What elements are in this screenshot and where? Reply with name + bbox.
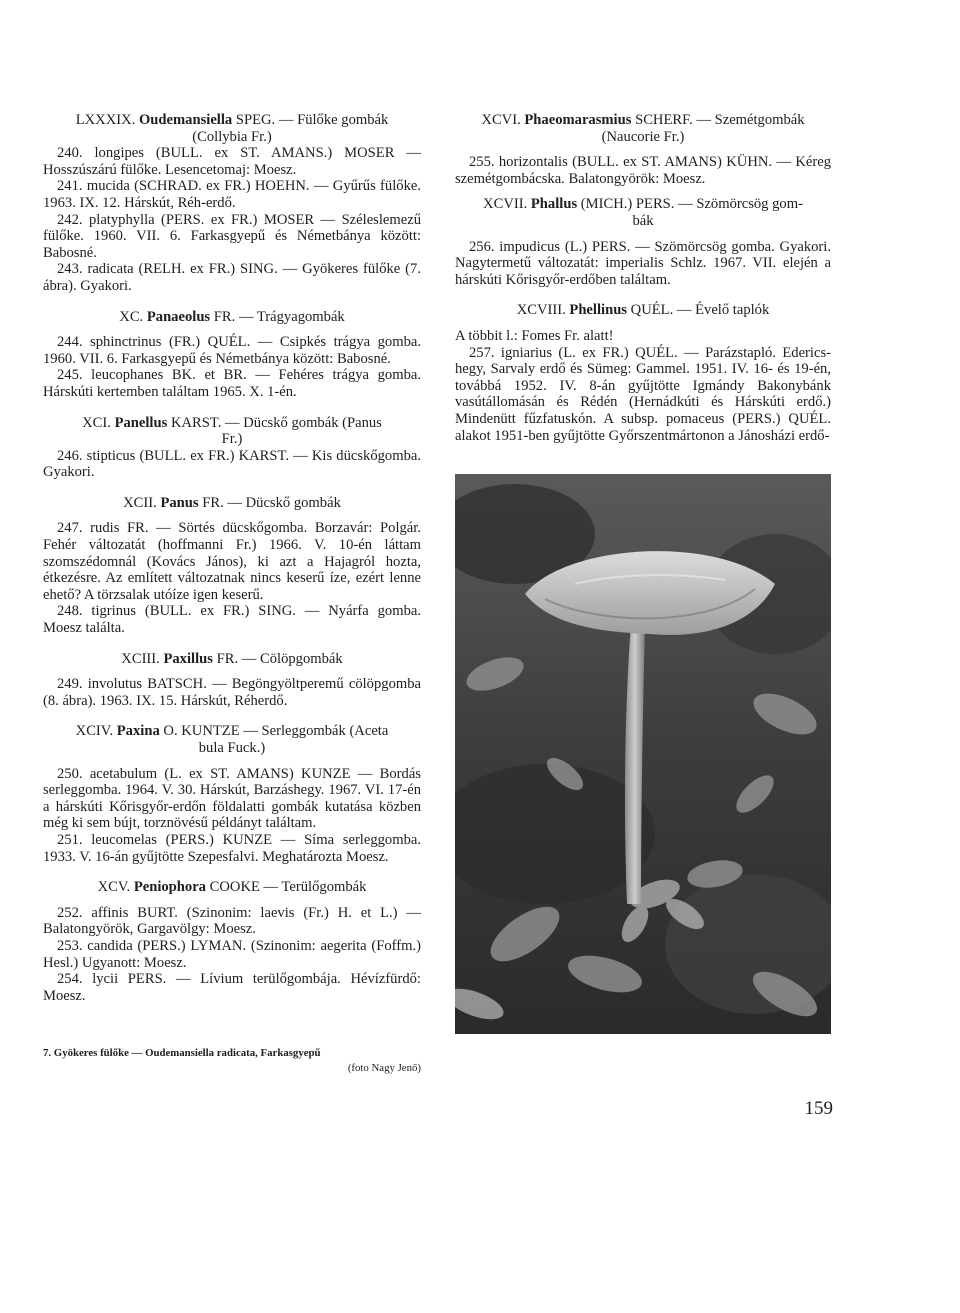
authority: (MICH.) PERS. — Szömörcsög gom- bbox=[580, 196, 803, 213]
left-column bbox=[43, 112, 421, 1004]
mushroom-photograph bbox=[455, 474, 831, 1034]
section-heading-92 bbox=[43, 495, 421, 512]
entry-244: 244. sphinctrinus (FR.) QUÉL. — Csipkés trágya gomba. 1960. VII. 6. Farkasgyepű és Németbánya között: Babosné. bbox=[43, 334, 421, 367]
genus: Phellinus bbox=[569, 302, 627, 319]
section-heading-98 bbox=[455, 302, 831, 319]
roman: XCII. bbox=[123, 494, 157, 511]
section-heading-93 bbox=[43, 651, 421, 668]
entry-249: 249. involutus BATSCH. — Begöngyöltperemű cölöpgomba (8. ábra). 1963. IX. 15. Hárskút, Réherdő. bbox=[43, 676, 421, 709]
roman: XC. bbox=[119, 308, 144, 325]
roman: XCI. bbox=[82, 414, 111, 431]
genus: Panellus bbox=[114, 414, 168, 431]
entry-252: 252. affinis BURT. (Szinonim: laevis (Fr.) H. et L.) — Balatongyörök, Gargavölgy: Moesz. bbox=[43, 904, 421, 938]
entry-241: 241. mucida (SCHRAD. ex FR.) HOEHN. — Gyűrűs fülőke. 1963. IX. 12. Hárskút, Réh-erdő. bbox=[43, 178, 421, 211]
roman: XCVII. bbox=[483, 196, 528, 213]
entry-240: 240. longipes (BULL. ex ST. AMANS.) MOSER — Hosszúszárú fülőke. Lesencetomaj: Moesz. bbox=[43, 145, 421, 178]
entry-250: 250. acetabulum (L. ex ST. AMANS) KUNZE — Bordás serleggomba. 1964. V. 30. Hárskút, Barzáshegy. 1967. VI. 17-én a hárskúti Kőrisgyőr-erdőn földalatti gombák kutatása közben még ki sem bújt, torznövésű példányt találtam. bbox=[43, 765, 421, 832]
genus: Panaeolus bbox=[146, 308, 211, 325]
entry-246: 246. stipticus (BULL. ex FR.) KARST. — Kis dücskőgomba. Gyakori. bbox=[43, 447, 421, 481]
genus: Paxillus bbox=[163, 650, 213, 667]
genus: Oudemansiella bbox=[138, 112, 233, 128]
entry-257: 257. igniarius (L. ex FR.) QUÉL. — Parázstapló. Ederics-hegy, Sarvaly erdő és Sümeg: Gammel. 1951. IV. 16- és 19-én, továbbá 1952. IV. 8-án gyűjtötte Igmándy Bakonybánk vasútállomásán és Rédén (Hernádkúti és Hárskúti erdő.) Mindenütt fűzfatuskón. A subsp. pomaceus (PERS.) QUÉL. alakot 1951-ben gyűjtötte Győrszentmártonon a Jánosházi erdő- bbox=[455, 344, 831, 444]
right-column bbox=[455, 112, 831, 444]
heading-sub: bula Fuck.) bbox=[198, 740, 266, 756]
authority: COOKE — Terülőgombák bbox=[209, 879, 367, 896]
caption-text: 7. Gyökeres fülőke — Oudemansiella radicata, Farkasgyepű bbox=[43, 1047, 321, 1059]
photo-caption bbox=[43, 1046, 421, 1075]
authority: QUÉL. — Évelő taplók bbox=[630, 302, 770, 319]
section-heading-96 bbox=[455, 112, 831, 145]
page-number: 159 bbox=[804, 1098, 833, 1119]
roman: XCVI. bbox=[481, 112, 521, 128]
genus: Paxina bbox=[116, 723, 160, 740]
authority: KARST. — Dücskő gombák (Panus bbox=[170, 414, 382, 431]
authority: FR. — Cölöpgombák bbox=[216, 650, 343, 667]
entry-243: 243. radicata (RELH. ex FR.) SING. — Gyökeres fülőke (7. ábra). Gyakori. bbox=[43, 261, 421, 294]
section-heading-95 bbox=[43, 879, 421, 896]
entry-256: 256. impudicus (L.) PERS. — Szömörcsög gomba. Gyakori. Nagytermetű változatát: imperialis Schlz. 1967. VII. elején a hárskúti Kőrisgyőr-erdőben találtam. bbox=[455, 238, 831, 288]
genus: Phallus bbox=[530, 196, 578, 213]
section-note-98: A többit l.: Fomes Fr. alatt! bbox=[455, 327, 614, 344]
photo-credit: (foto Nagy Jenő) bbox=[347, 1061, 421, 1074]
genus: Panus bbox=[160, 494, 199, 511]
authority: FR. — Trágyagombák bbox=[213, 308, 345, 325]
roman: XCIV. bbox=[75, 723, 114, 740]
genus: Peniophora bbox=[133, 879, 206, 896]
entry-245: 245. leucophanes BK. et BR. — Fehéres trágya gomba. Hárskúti kertemben találtam 1965. X. 1-én. bbox=[43, 367, 421, 400]
section-heading-91 bbox=[43, 415, 421, 448]
photo-illustration bbox=[455, 474, 831, 1034]
roman: XCV. bbox=[97, 879, 131, 896]
heading-sub: (Collybia Fr.) bbox=[192, 128, 272, 145]
entry-247: 247. rudis FR. — Sörtés dücskőgomba. Borzavár: Polgár. Fehér változatát (hoffmanni Fr.) 1966. V. 10-én láttam szomszédomnál (Kovács János), ki azt a Hajagról hozta, étkezésre. Az említett változatnak nincs keserű íze, ezért lenne ehető? A törzsalak utóíze igen keserű. bbox=[43, 520, 421, 603]
section-heading-94 bbox=[43, 723, 421, 756]
authority: FR. — Dücskő gombák bbox=[202, 494, 341, 511]
authority: SCHERF. — Szemétgombák bbox=[635, 112, 805, 128]
entry-255: 255. horizontalis (BULL. ex ST. AMANS) KÜHN. — Kéreg szemétgombácska. Balatongyörök: Moesz. bbox=[455, 154, 831, 187]
entry-253: 253. candida (PERS.) LYMAN. (Szinonim: aegerita (Foffm.) Hesl.) Ugyanott: Moesz. bbox=[43, 937, 421, 971]
section-heading-97 bbox=[455, 196, 831, 229]
roman: XCIII. bbox=[121, 650, 160, 667]
genus: Phaeomarasmius bbox=[524, 112, 632, 128]
roman: XCVIII. bbox=[516, 302, 566, 319]
roman: LXXXIX. bbox=[75, 112, 136, 128]
entry-242: 242. platyphylla (PERS. ex FR.) MOSER — Széleslemezű fülőke. 1960. VII. 6. Farkasgyepű és Németbánya között: Babosné. bbox=[43, 211, 421, 261]
heading-sub: (Naucorie Fr.) bbox=[601, 128, 685, 145]
entry-251: 251. leucomelas (PERS.) KUNZE — Síma serleggomba. 1933. V. 16-án gyűjtötte Szepesfalvi. Meghatározta Moesz. bbox=[43, 831, 421, 865]
section-heading-89 bbox=[43, 112, 421, 145]
heading-sub: Fr.) bbox=[221, 431, 243, 448]
entry-254: 254. lycii PERS. — Lívium terülőgombája. Hévízfürdő: Moesz. bbox=[43, 971, 421, 1004]
authority: SPEG. — Fülőke gombák bbox=[235, 112, 389, 128]
heading-sub: bák bbox=[632, 212, 654, 229]
section-heading-90 bbox=[43, 309, 421, 326]
authority: O. KUNTZE — Serleggombák (Aceta bbox=[163, 723, 389, 740]
entry-248: 248. tigrinus (BULL. ex FR.) SING. — Nyárfa gomba. Moesz találta. bbox=[43, 603, 421, 637]
